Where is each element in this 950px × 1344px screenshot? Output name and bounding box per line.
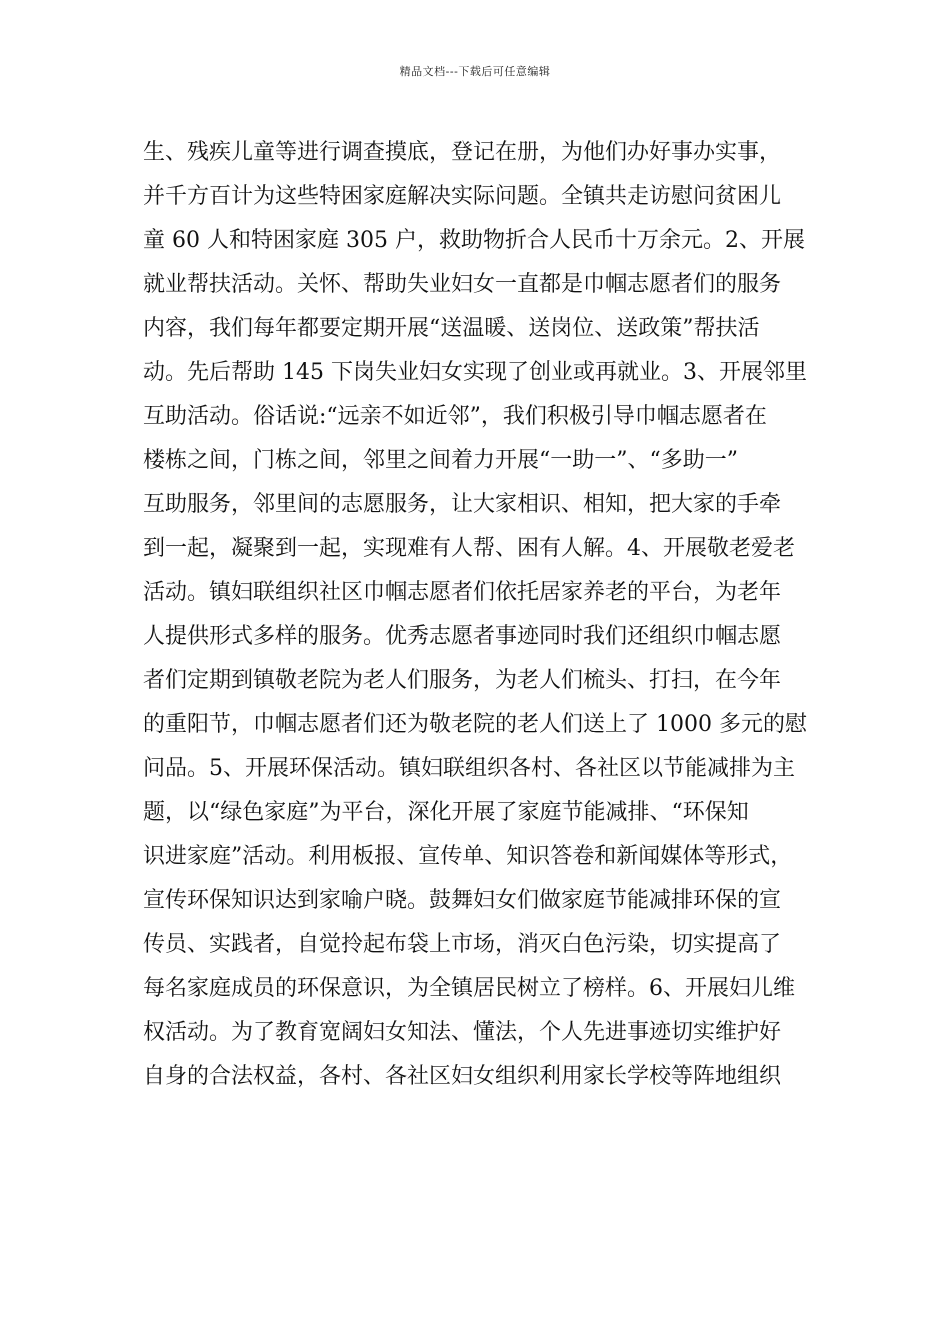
text-line: 内容，我们每年都要定期开展“送温暖、送岗位、送政策”帮扶活 [143, 316, 760, 341]
text-line: 童 60 人和特困家庭 305 户，救助物折合人民币十万余元。2、开展 [143, 228, 805, 253]
text-line: 到一起，凝聚到一起，实现难有人帮、困有人解。4、开展敬老爱老 [143, 536, 795, 561]
text-line: 宣传环保知识达到家喻户晓。鼓舞妇女们做家庭节能减排环保的宣 [143, 888, 782, 913]
text-line: 互助活动。俗话说:“远亲不如近邻”，我们积极引导巾帼志愿者在 [143, 404, 767, 429]
text-line: 权活动。为了教育宽阔妇女知法、懂法，个人先进事迹切实维护好 [143, 1020, 782, 1045]
text-line: 生、残疾儿童等进行调查摸底，登记在册，为他们办好事办实事， [143, 140, 782, 165]
text-line: 动。先后帮助 145 下岗失业妇女实现了创业或再就业。3、开展邻里 [143, 360, 807, 385]
text-line: 传员、实践者，自觉拎起布袋上市场，消灭白色污染，切实提高了 [143, 932, 782, 957]
text-line: 并千方百计为这些特困家庭解决实际问题。全镇共走访慰问贫困儿 [143, 184, 782, 209]
text-line: 活动。镇妇联组织社区巾帼志愿者们依托居家养老的平台，为老年 [143, 580, 782, 605]
body-paragraph [143, 131, 833, 1099]
text-line: 就业帮扶活动。关怀、帮助失业妇女一直都是巾帼志愿者们的服务 [143, 272, 782, 297]
text-line: 的重阳节，巾帼志愿者们还为敬老院的老人们送上了 1000 多元的慰 [143, 712, 807, 737]
text-line: 识进家庭”活动。利用板报、宣传单、知识答卷和新闻媒体等形式， [143, 844, 793, 869]
text-line: 每名家庭成员的环保意识，为全镇居民树立了榜样。6、开展妇儿维 [143, 976, 795, 1001]
text-line: 人提供形式多样的服务。优秀志愿者事迹同时我们还组织巾帼志愿 [143, 624, 782, 649]
text-line: 楼栋之间，门栋之间，邻里之间着力开展“一助一”、“多助一” [143, 448, 738, 473]
text-line: 题，以“绿色家庭”为平台，深化开展了家庭节能减排、“环保知 [143, 800, 749, 825]
page-header: 精品文档---下载后可任意编辑 [399, 65, 551, 78]
text-line: 问品。5、开展环保活动。镇妇联组织各村、各社区以节能减排为主 [143, 756, 795, 781]
text-line: 自身的合法权益，各村、各社区妇女组织利用家长学校等阵地组织 [143, 1064, 782, 1089]
text-line: 互助服务，邻里间的志愿服务，让大家相识、相知，把大家的手牵 [143, 492, 782, 517]
text-line: 者们定期到镇敬老院为老人们服务，为老人们梳头、打扫，在今年 [143, 668, 782, 693]
